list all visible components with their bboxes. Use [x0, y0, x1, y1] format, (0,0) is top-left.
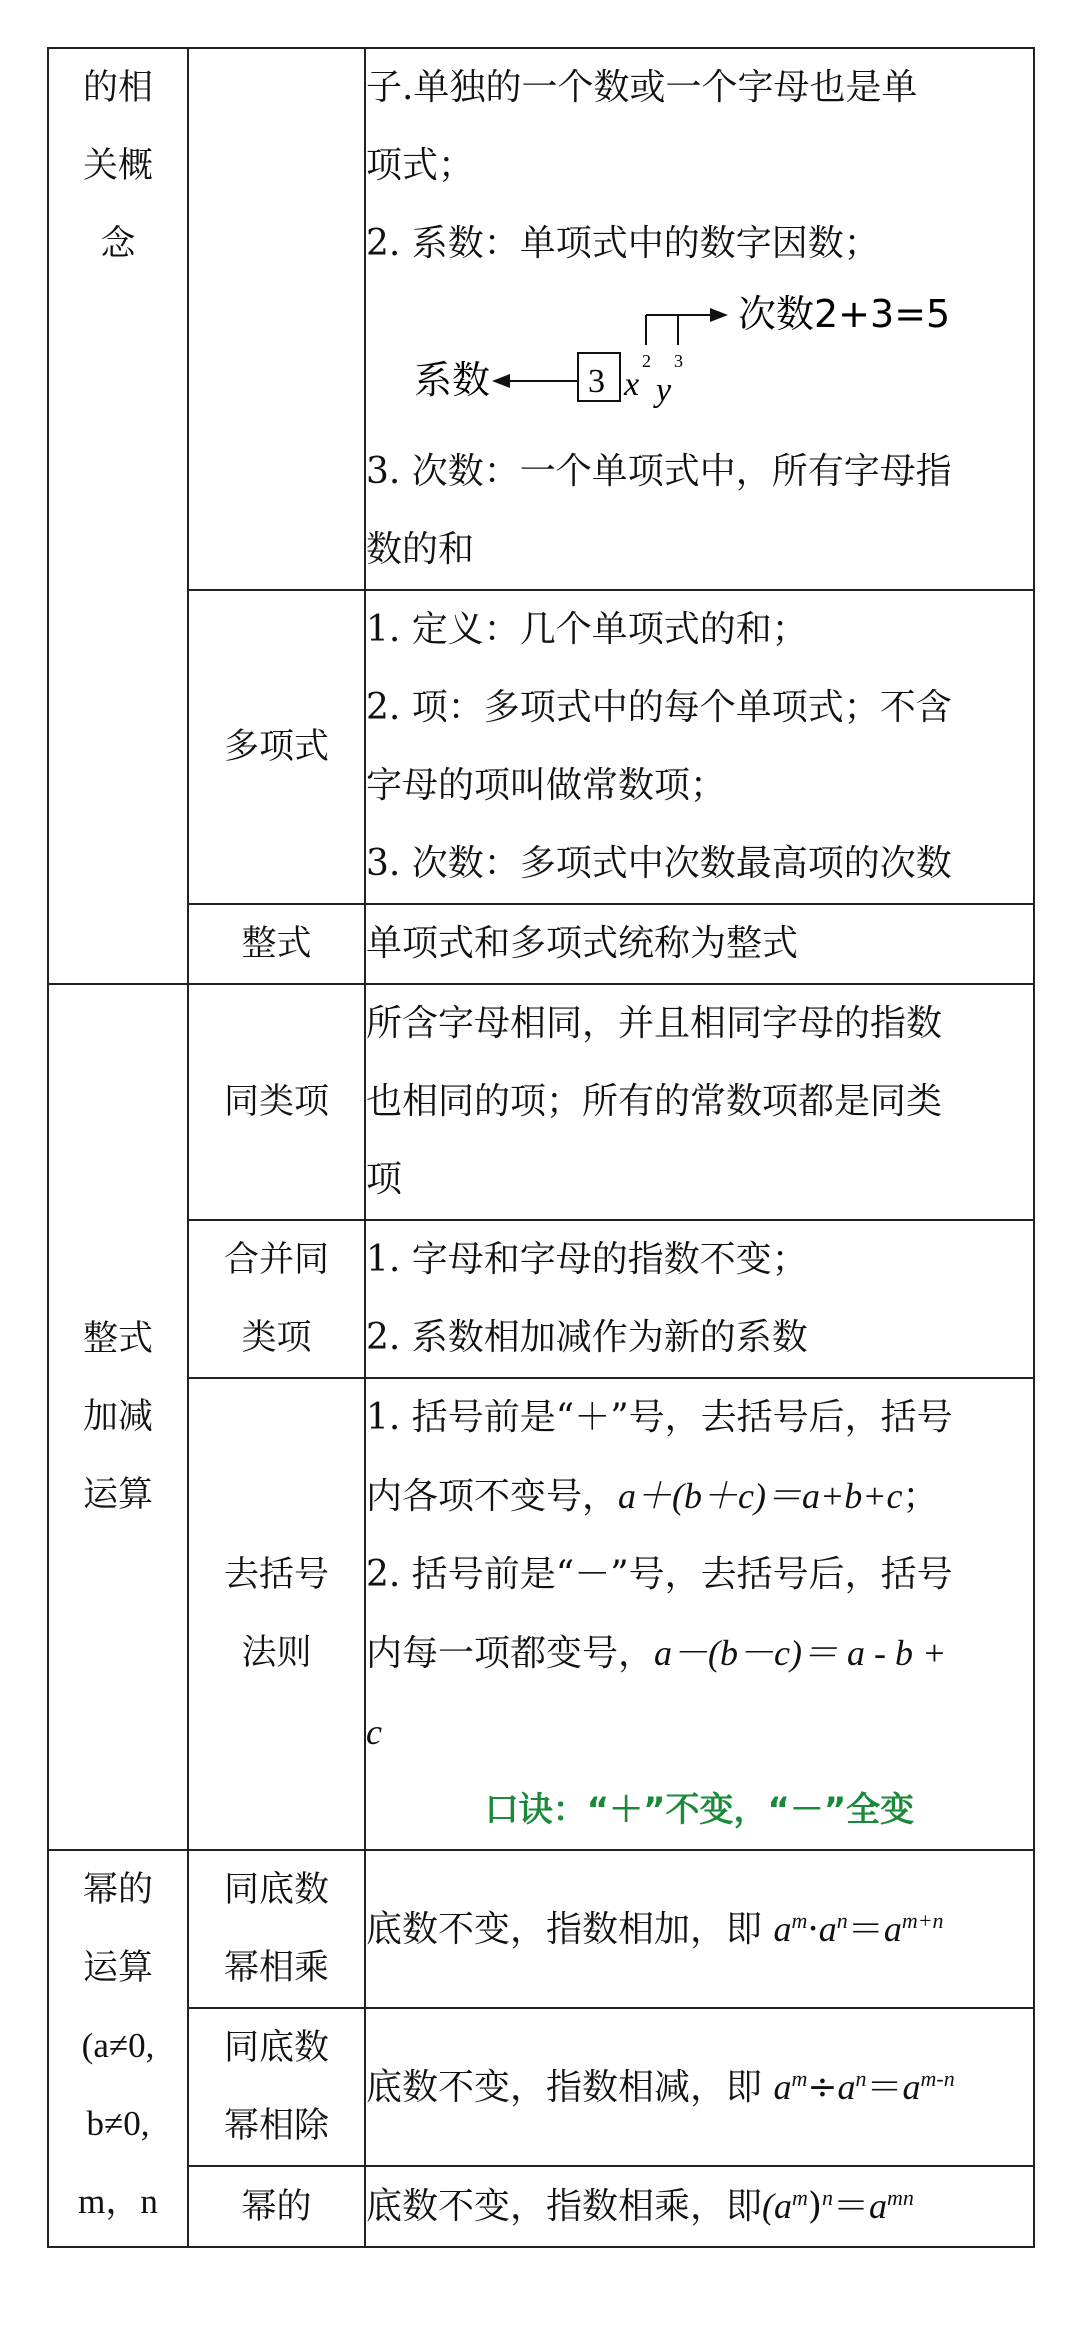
formula-base: (a	[762, 2186, 793, 2226]
content-line: 单项式和多项式统称为整式	[366, 923, 799, 964]
table-row	[48, 590, 1034, 904]
content-line	[366, 2167, 1033, 2246]
subcategory-line: 去括号	[223, 1555, 329, 1595]
monomial-diagram	[366, 283, 1033, 433]
rule-text: 内每一项都变号，	[366, 1633, 655, 1674]
content-cell	[365, 904, 1034, 984]
formula-base: a	[868, 2186, 887, 2226]
content-cell	[365, 2008, 1034, 2166]
variable-x: x	[624, 366, 640, 403]
content-cell	[365, 1220, 1034, 1378]
category-line: 关概	[82, 146, 153, 186]
subcategory-line: 同底数	[223, 1870, 329, 1910]
content-line: c	[366, 1712, 382, 1752]
table-row	[48, 984, 1034, 1220]
rule-text: 底数不变，指数相减，即	[366, 2066, 774, 2108]
formula-operator: ＝	[866, 2066, 903, 2108]
content-line	[366, 2048, 1033, 2127]
content-line: 数的和	[366, 529, 475, 570]
subcategory-cell: 多项式	[188, 590, 365, 904]
formula-exponent: n	[821, 2185, 833, 2210]
exponent-y: 3	[674, 351, 683, 371]
formula-base: a	[883, 1908, 902, 1949]
monomial-diagram-svg	[366, 283, 996, 433]
rule-punct: ；	[902, 1476, 939, 1517]
category-cell	[48, 48, 188, 984]
degree-label: 次数2+3=5	[738, 292, 951, 336]
table-row	[48, 2008, 1034, 2166]
content-line: 2. 括号前是“－”号，去括号后，括号	[366, 1554, 953, 1595]
formula-base: a	[837, 2066, 856, 2107]
subcategory-cell	[188, 2008, 365, 2166]
category-line: b≠0,	[86, 2104, 150, 2143]
content-cell	[365, 2166, 1034, 2247]
formula-exponent: mn	[886, 2185, 914, 2210]
subcategory-cell	[188, 1378, 365, 1850]
content-cell	[365, 48, 1034, 590]
content-cell	[365, 984, 1034, 1220]
content-line: 1. 定义：几个单项式的和；	[366, 609, 808, 650]
category-line: 加减	[82, 1397, 153, 1437]
subcategory-line: 法则	[241, 1633, 312, 1673]
subcategory-cell: 同类项	[188, 984, 365, 1220]
category-line: 运算	[82, 1475, 153, 1515]
content-line: 2. 系数相加减作为新的系数	[366, 1317, 808, 1358]
subcategory-line: 类项	[241, 1318, 312, 1358]
formula-exponent: m-n	[920, 2065, 955, 2091]
formula-operator: ＝	[832, 2186, 869, 2227]
table-row	[48, 1850, 1034, 2008]
table-row	[48, 48, 1034, 590]
formula-operator: ÷	[807, 2066, 838, 2108]
mnemonic-text: 口诀：“＋”不变，“－”全变	[484, 1790, 915, 1830]
content-line: 子.单独的一个数或一个字母也是单	[366, 67, 918, 108]
knowledge-table	[47, 47, 1035, 2248]
category-line: m，n	[78, 2182, 158, 2221]
table-row	[48, 1378, 1034, 1850]
category-cell	[48, 984, 188, 1850]
content-cell	[365, 1850, 1034, 2008]
coefficient-label: 系数	[414, 358, 491, 402]
formula-base: a	[773, 1908, 792, 1949]
content-cell	[365, 590, 1034, 904]
formula-paren: )	[807, 2186, 822, 2227]
content-line: 3. 次数：一个单项式中，所有字母指	[366, 451, 952, 492]
coefficient-arrowhead	[492, 374, 510, 388]
formula-operator: ·	[807, 1908, 819, 1950]
content-line	[366, 1890, 1033, 1969]
subcategory-line: 幂相除	[223, 2106, 329, 2146]
subcategory-cell	[188, 1850, 365, 2008]
table-row	[48, 1220, 1034, 1378]
content-line: 也相同的项；所有的常数项都是同类	[366, 1081, 943, 1122]
formula-exponent: m	[791, 1907, 808, 1933]
subcategory-cell	[188, 1220, 365, 1378]
content-line: 3. 次数：多项式中次数最高项的次数	[366, 843, 952, 884]
category-line: 运算	[82, 1948, 153, 1988]
content-line: 项	[366, 1159, 403, 1200]
rule-text: 底数不变，指数相加，即	[366, 1908, 774, 1950]
content-line	[366, 1614, 1033, 1693]
formula-base: a	[902, 2066, 921, 2107]
category-cell	[48, 1850, 188, 2247]
rule-formula: a＋(b＋c)＝a+b+c	[618, 1476, 903, 1516]
variable-y: y	[656, 372, 672, 409]
formula-operator: ＝	[847, 1908, 884, 1950]
category-line: 的相	[82, 68, 153, 108]
category-line: 整式	[82, 1319, 153, 1359]
category-line: 念	[100, 224, 136, 264]
subcategory-cell: 幂的	[188, 2166, 365, 2247]
degree-arrowhead	[710, 308, 728, 322]
formula-exponent: m	[791, 2065, 808, 2091]
coefficient-value: 3	[588, 363, 605, 400]
rule-text: 内各项不变号，	[366, 1476, 619, 1517]
formula-base: a	[773, 2066, 792, 2107]
table-row	[48, 904, 1034, 984]
subcategory-line: 合并同	[223, 1240, 329, 1280]
category-line: (a≠0,	[81, 2026, 155, 2065]
formula-exponent: n	[836, 1907, 848, 1933]
content-line: 项式；	[366, 145, 475, 186]
formula-exponent: m+n	[901, 1907, 944, 1933]
rule-formula: a－(b－c)＝ a - b +	[654, 1633, 947, 1673]
content-cell	[365, 1378, 1034, 1850]
content-line: 2. 项：多项式中的每个单项式；不含	[366, 687, 952, 728]
formula-base: a	[818, 1908, 837, 1949]
formula-exponent: n	[855, 2065, 867, 2091]
exponent-x: 2	[642, 351, 651, 371]
formula-exponent: m	[792, 2185, 808, 2210]
subcategory-line: 幂相乘	[223, 1948, 329, 1988]
table-row	[48, 2166, 1034, 2247]
subcategory-cell: 整式	[188, 904, 365, 984]
content-line	[366, 1457, 1033, 1536]
content-line: 所含字母相同，并且相同字母的指数	[366, 1003, 943, 1044]
subcategory-cell	[188, 48, 365, 590]
content-line: 2. 系数：单项式中的数字因数；	[366, 223, 880, 264]
category-line: 幂的	[82, 1870, 153, 1910]
rule-text: 底数不变，指数相乘，即	[366, 2186, 763, 2227]
content-line: 字母的项叫做常数项；	[366, 765, 727, 806]
content-line: 1. 括号前是“＋”号，去括号后，括号	[366, 1397, 953, 1438]
content-line: 1. 字母和字母的指数不变；	[366, 1239, 808, 1280]
subcategory-line: 同底数	[223, 2028, 329, 2068]
